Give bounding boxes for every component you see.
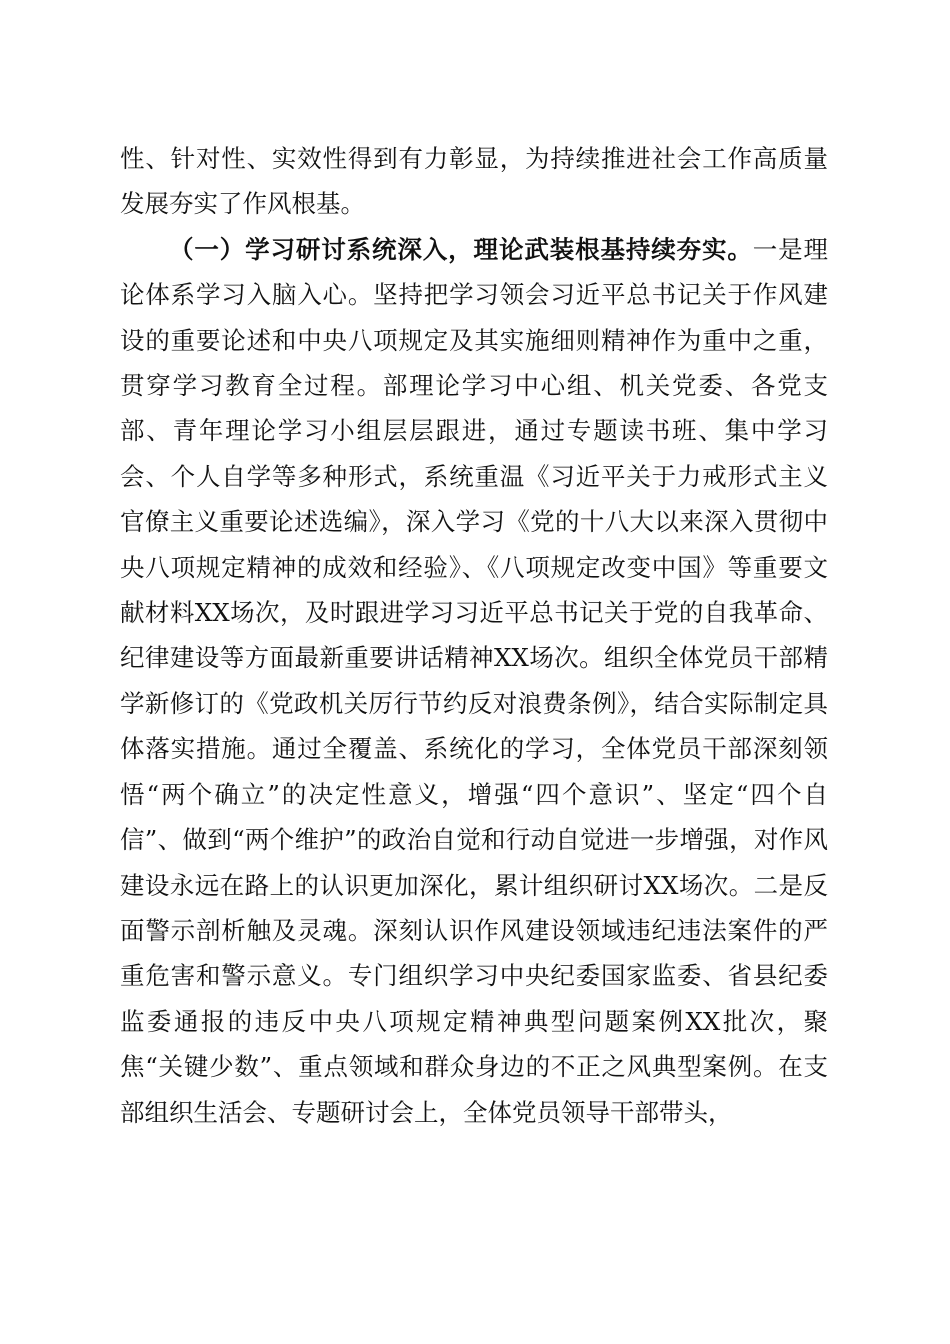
section-heading: （一）学习研讨系统深入，理论武装根基持续夯实。: [169, 234, 753, 264]
section-body-text: 一是理论体系学习入脑入心。坚持把学习领会习近平总书记关于作风建设的重要论述和中央八项规定及其实施细则精神作为重中之重，贯穿学习教育全过程。部理论学习中心组、机关党委、各党支部、青年理论学习小组层层跟进，通过专题读书班、集中学习会、个人自学等多种形式，系统重温《习近平关于力戒形式主义官僚主义重要论述选编》，深入学习《党的十八大以来深入贯彻中央八项规定精神的成效和经验》、《八项规定改变中国》等重要文献材料XX场次，及时跟进学习习近平总书记关于党的自我革命、纪律建设等方面最新重要讲话精神XX场次。组织全体党员干部精学新修订的《党政机关厉行节约反对浪费条例》，结合实际制定具体落实措施。通过全覆盖、系统化的学习，全体党员干部深刻领悟“两个确立”的决定性意义，增强“四个意识”、坚定“四个自信”、做到“两个维护”的政治自觉和行动自觉进一步增强，对作风建设永远在路上的认识更加深化，累计组织研讨XX场次。二是反面警示剖析触及灵魂。深刻认识作风建设领域违纪违法案件的严重危害和警示意义。专门组织学习中央纪委国家监委、省县纪委监委通报的违反中央八项规定精神典型问题案例XX批次，聚焦“关键少数”、重点领域和群众身边的不正之风典型案例。在支部组织生活会、专题研讨会上，全体党员领导干部带头，: [120, 234, 829, 1127]
document-body: [120, 136, 828, 1135]
paragraph-section-one: [120, 227, 828, 1135]
paragraph-continuation: 性、针对性、实效性得到有力彰显，为持续推进社会工作高质量发展夯实了作风根基。: [120, 144, 828, 219]
